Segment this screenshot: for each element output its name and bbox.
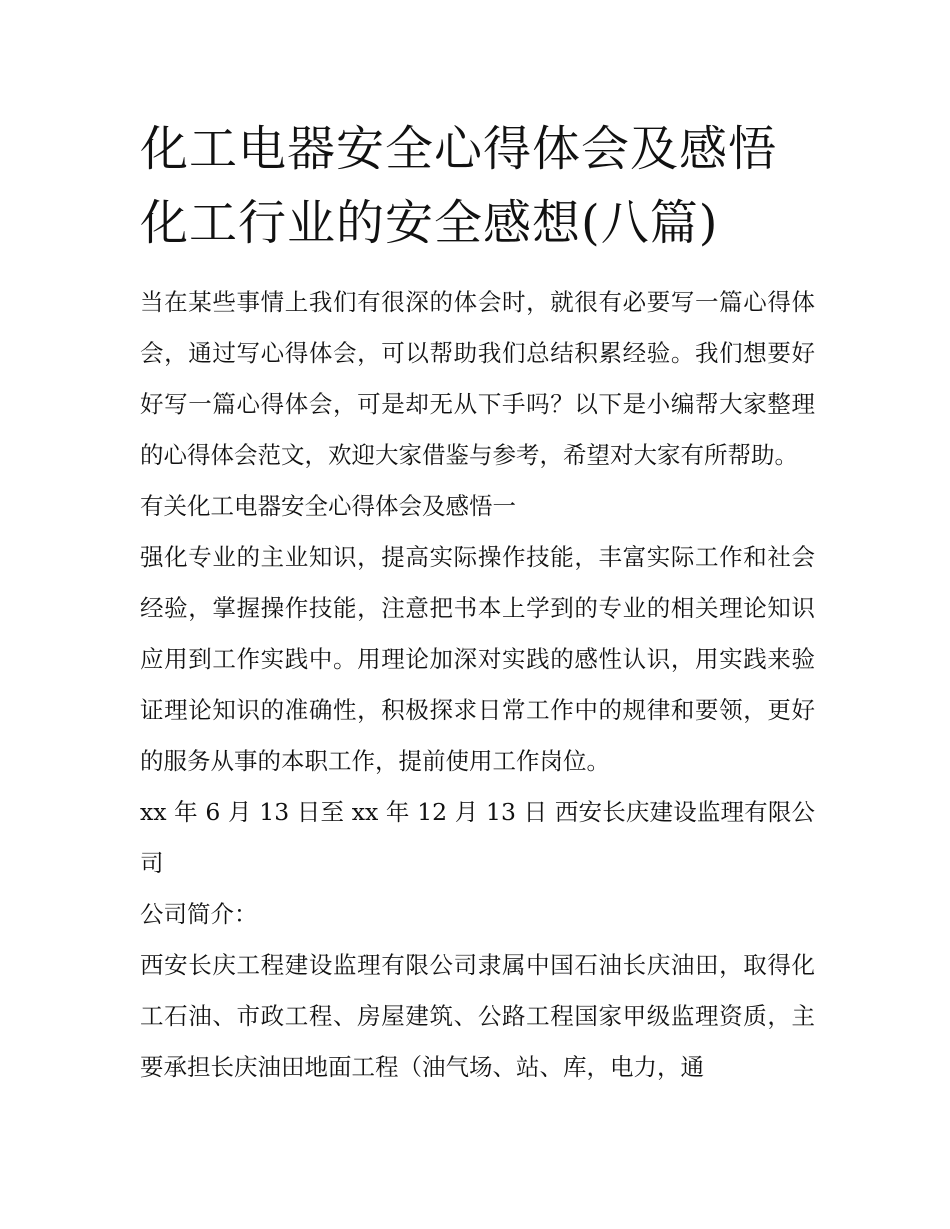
document-body — [140, 277, 815, 1093]
title-line-1: 化工电器安全心得体会及感悟 — [140, 121, 778, 177]
date-company-line: xx 年 6 月 13 日至 xx 年 12 月 13 日 西安长庆建设监理有限公司 — [140, 798, 815, 877]
body-paragraph: 强化专业的主业知识，提高实际操作技能，丰富实际工作和社会经验，掌握操作技能，注意把书本上学到的专业的相关理论知识应用到工作实践中。用理论加深对实践的感性认识，用实践来验证理论知识的准确性，积极探求日常工作中的规律和要领，更好的服务从事的本职工作，提前使用工作岗位。 — [140, 543, 815, 775]
document-title — [140, 112, 840, 260]
intro-paragraph: 当在某些事情上我们有很深的体会时，就很有必要写一篇心得体会，通过写心得体会，可以帮助我们总结积累经验。我们想要好好写一篇心得体会，可是却无从下手吗？以下是小编帮大家整理的心得体会范文，欢迎大家借鉴与参考，希望对大家有所帮助。 — [140, 288, 815, 469]
company-intro-label: 公司简介： — [140, 900, 258, 928]
section-heading: 有关化工电器安全心得体会及感悟一 — [140, 492, 516, 520]
company-intro-paragraph: 西安长庆工程建设监理有限公司隶属中国石油长庆油田，取得化工石油、市政工程、房屋建筑、公路工程国家甲级监理资质，主要承担长庆油田地面工程（油气场、站、库，电力，通 — [140, 951, 815, 1081]
title-line-2: 化工行业的安全感想(八篇) — [140, 195, 719, 251]
